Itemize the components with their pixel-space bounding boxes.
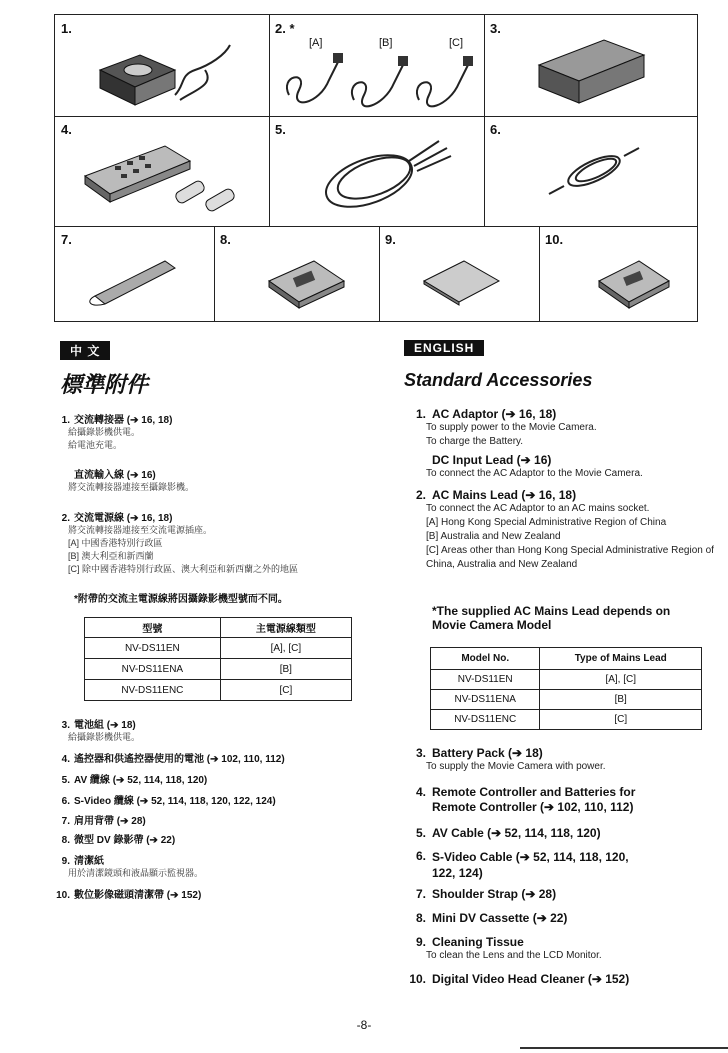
lead-type-label: [B] (379, 37, 393, 49)
table-row: NV-DS11EN [A], [C] (85, 638, 352, 659)
accessory-cell-5 (269, 116, 484, 226)
ac-mains-lead-icon (269, 15, 484, 116)
en-accessory-item: 3. Battery Pack (➔ 18) To supply the Movie Camera with power. (415, 746, 606, 772)
zh-accessory-item: 3. 電池組 (➔ 18) 給攝錄影機供電。 (61, 720, 141, 742)
zh-accessory-item: 8. 微型 DV 錄影帶 (➔ 22) (61, 835, 176, 846)
cell-number: 9. (385, 232, 396, 247)
table-row: NV-DS11ENA [B] (85, 659, 352, 680)
battery-icon (174, 179, 236, 212)
accessory-cell-1 (55, 15, 269, 116)
cell-number: 7. (61, 232, 72, 247)
en-accessory-item: 5. AV Cable (➔ 52, 114, 118, 120) (415, 826, 601, 840)
remote-controller-icon (55, 116, 269, 226)
zh-note: *附帶的交流主電源線將因攝錄影機型號而不同。 (74, 594, 288, 605)
lead-type-label: [A] (309, 37, 323, 49)
table-row: NV-DS11ENC [C] (431, 710, 702, 730)
accessory-cell-3 (484, 15, 697, 116)
language-badge-chinese: 中 文 (60, 341, 110, 360)
accessory-cell-10 (539, 226, 697, 321)
table-row: NV-DS11ENC [C] (85, 680, 352, 701)
accessory-cell-6 (484, 116, 697, 226)
accessory-cell-4 (55, 116, 269, 226)
zh-accessory-item: 6. S-Video 纜線 (➔ 52, 114, 118, 120, 122, 124) (61, 796, 276, 807)
en-mains-lead-table (430, 647, 702, 730)
zh-accessory-item: 1. 交流轉接器 (➔ 16, 18) 給攝錄影機供電。 給電池充電。 (61, 415, 173, 450)
table-header: Model No. (431, 648, 540, 670)
av-cable-icon (269, 116, 484, 226)
zh-accessory-item: 9. 清潔紙 用於清潔鏡頭和液晶顯示監視器。 (61, 856, 204, 878)
zh-accessory-item: 直流輸入線 (➔ 16) 將交流轉接器連接至攝錄影機。 (68, 470, 195, 492)
en-accessory-item: 9. Cleaning Tissue To clean the Lens and the LCD Monitor. (415, 935, 602, 961)
zh-accessory-item: 7. 肩用背帶 (➔ 28) (61, 816, 146, 827)
accessory-cell-8 (214, 226, 379, 321)
section-title-english: Standard Accessories (404, 370, 593, 390)
section-title-chinese: 標準附件 (60, 372, 149, 398)
zh-mains-lead-table (84, 617, 352, 701)
table-header: Type of Mains Lead (540, 648, 702, 670)
en-accessory-item: 2. AC Mains Lead (➔ 16, 18) To connect the AC Adaptor to an AC mains socket. [A] Hong Kong Special Administrative Region of China [B] Australia and New Zealand [C] Areas other than Hong Kong Special Administrative Region of China, Australia and New Zealand (415, 488, 714, 570)
zh-accessory-item: 2. 交流電源線 (➔ 16, 18) 將交流轉接器連接至交流電源插座。 [A] 中國香港特別行政區 [B] 澳大利亞和新西蘭 [C] 除中國香港特別行政區、澳大利亞和新西蘭之外的地區 (61, 513, 299, 574)
cell-number: 10. (545, 232, 564, 247)
accessory-illustration-grid (54, 14, 698, 322)
zh-accessory-item: 5. AV 纜線 (➔ 52, 114, 118, 120) (61, 775, 208, 786)
en-accessory-item: 7. Shoulder Strap (➔ 28) (415, 887, 557, 901)
lead-type-label: [C] (449, 37, 464, 49)
footer-rule (520, 1047, 728, 1049)
cell-number: 8. (220, 232, 231, 247)
s-video-cable-icon (484, 116, 697, 226)
en-accessory-item: 6. S-Video Cable (➔ 52, 114, 118, 120, 122, 124) (415, 849, 629, 880)
zh-accessory-item: 10. 數位影像磁頭清潔帶 (➔ 152) (56, 890, 202, 901)
cell-number: 1. (61, 21, 72, 36)
mini-dv-cassette-icon (214, 226, 379, 321)
battery-pack-icon (484, 15, 697, 116)
ac-adaptor-icon (55, 15, 269, 116)
en-note: *The supplied AC Mains Lead depends on Movie Camera Model (432, 604, 671, 632)
table-row: NV-DS11EN [A], [C] (431, 670, 702, 690)
accessory-cell-9 (379, 226, 539, 321)
accessory-cell-7 (55, 226, 214, 321)
cell-number: 6. (490, 122, 501, 137)
language-badge-english: ENGLISH (404, 340, 484, 356)
en-accessory-item: 10. Digital Video Head Cleaner (➔ 152) (409, 972, 630, 986)
page-number: -8- (356, 1018, 372, 1032)
cell-number: 4. (61, 122, 72, 137)
cleaning-tissue-icon (379, 226, 539, 321)
en-accessory-item: 4. Remote Controller and Batteries for Remote Controller (➔ 102, 110, 112) (415, 785, 636, 814)
table-row: NV-DS11ENA [B] (431, 690, 702, 710)
cell-number: 5. (275, 122, 286, 137)
cell-number: 2. * (275, 21, 295, 36)
en-accessory-item: 8. Mini DV Cassette (➔ 22) (415, 911, 568, 925)
accessory-cell-2 (269, 15, 484, 116)
table-header: 主電源線類型 (220, 618, 351, 638)
en-accessory-item: DC Input Lead (➔ 16) To connect the AC Adaptor to the Movie Camera. (426, 453, 643, 479)
cell-number: 3. (490, 21, 501, 36)
table-header: 型號 (85, 618, 221, 638)
zh-accessory-item: 4. 遙控器和供遙控器使用的電池 (➔ 102, 110, 112) (61, 754, 285, 765)
en-accessory-item: 1. AC Adaptor (➔ 16, 18) To supply power to the Movie Camera. To charge the Battery. (415, 407, 597, 447)
shoulder-strap-icon (55, 226, 214, 321)
